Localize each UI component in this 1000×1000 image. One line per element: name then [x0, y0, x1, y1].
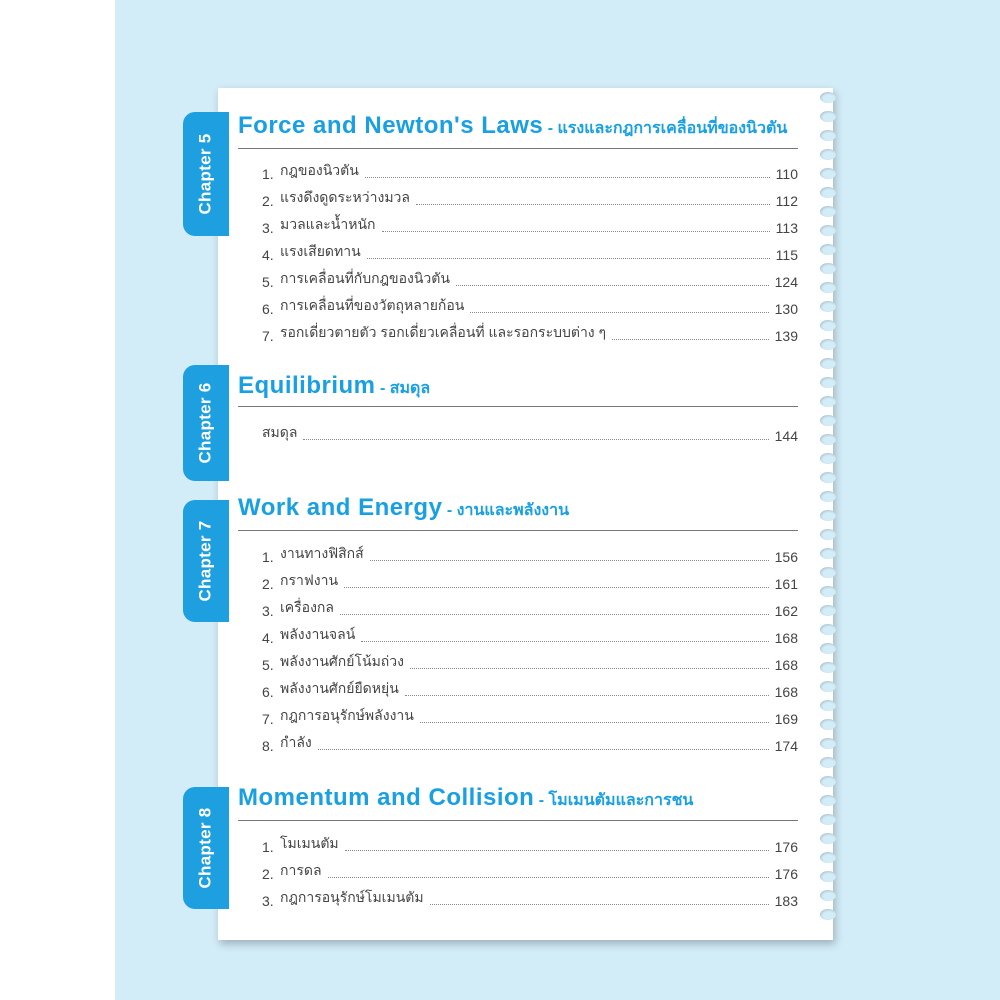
toc-entry-page: 110: [775, 166, 798, 182]
spiral-hole: [820, 187, 836, 198]
toc-entry: [262, 619, 798, 646]
spiral-hole: [820, 605, 836, 616]
toc-entry-page: 174: [774, 738, 798, 754]
toc-entry: [262, 236, 798, 263]
toc-entry-page: 139: [774, 328, 798, 344]
chapter-6-tab: [183, 365, 229, 481]
toc-entry-title: กฎการอนุรักษ์พลังงาน: [280, 707, 414, 723]
toc-entry-number: 7.: [262, 711, 274, 727]
toc-entry-page: 176: [774, 866, 798, 882]
spiral-hole: [820, 624, 836, 635]
spiral-hole: [820, 434, 836, 445]
toc-entry-page: 183: [774, 893, 798, 909]
toc-entry-number: 2.: [262, 866, 274, 882]
toc-dot-leader: [340, 614, 769, 615]
chapter-8-tab-label: Chapter 8: [196, 807, 216, 889]
toc-entry-title: กำลัง: [280, 734, 312, 750]
toc-dot-leader: [382, 231, 770, 232]
spiral-hole: [820, 396, 836, 407]
toc-entry-page: 130: [774, 301, 798, 317]
chapter-8-toc: [262, 828, 798, 909]
spiral-hole: [820, 719, 836, 730]
toc-entry-page: 124: [774, 274, 798, 290]
toc-dot-leader: [470, 312, 768, 313]
spiral-hole: [820, 358, 836, 369]
spiral-hole: [820, 586, 836, 597]
chapter-8-rule: [238, 820, 798, 821]
spiral-holes: [820, 92, 844, 942]
toc-entry-page: 113: [775, 220, 798, 236]
toc-entry: [262, 290, 798, 317]
toc-entry: [262, 317, 798, 344]
toc-entry-title: เครื่องกล: [280, 599, 334, 615]
toc-entry-number: 3.: [262, 220, 274, 236]
toc-entry-page: 115: [775, 247, 798, 263]
spiral-hole: [820, 263, 836, 274]
spiral-hole: [820, 377, 836, 388]
toc-entry-number: 3.: [262, 603, 274, 619]
toc-dot-leader: [405, 695, 769, 696]
spiral-hole: [820, 301, 836, 312]
chapter-7-title-en: Work and Energy: [238, 494, 443, 521]
toc-entry: [262, 565, 798, 592]
toc-dot-leader: [410, 668, 769, 669]
toc-entry: [262, 727, 798, 754]
toc-entry: [262, 673, 798, 700]
chapter-6-tab-label: Chapter 6: [196, 382, 216, 464]
toc-dot-leader: [456, 285, 769, 286]
chapter-6-toc: [262, 417, 798, 444]
spiral-hole: [820, 130, 836, 141]
chapter-7-title-th: - งานและพลังงาน: [446, 502, 570, 519]
spiral-hole: [820, 909, 836, 920]
chapter-7-tab-label: Chapter 7: [196, 520, 216, 602]
chapter-5-rule: [238, 148, 798, 149]
toc-entry-number: 3.: [262, 893, 274, 909]
chapter-5-title-en: Force and Newton's Laws: [238, 112, 544, 139]
spiral-hole: [820, 320, 836, 331]
toc-entry-page: 112: [775, 193, 798, 209]
toc-dot-leader: [318, 749, 769, 750]
toc-entry-title: พลังงานจลน์: [280, 626, 356, 642]
chapter-7-rule: [238, 530, 798, 531]
toc-dot-leader: [328, 877, 769, 878]
chapter-6-title-th: - สมดุล: [379, 380, 431, 397]
chapter-7-title: [238, 494, 798, 523]
spiral-hole: [820, 206, 836, 217]
toc-entry: [262, 538, 798, 565]
toc-entry: [262, 828, 798, 855]
spiral-hole: [820, 510, 836, 521]
spiral-hole: [820, 890, 836, 901]
chapter-7-tab: [183, 500, 229, 622]
spiral-hole: [820, 757, 836, 768]
chapter-6-title-en: Equilibrium: [238, 372, 376, 399]
toc-entry: [262, 855, 798, 882]
toc-dot-leader: [612, 339, 769, 340]
toc-entry-page: 162: [774, 603, 798, 619]
toc-entry-title: พลังงานศักย์โน้มถ่วง: [280, 653, 404, 669]
chapter-8-tab: [183, 787, 229, 909]
chapter-6-title: [238, 372, 798, 401]
spiral-hole: [820, 529, 836, 540]
toc-entry-page: 168: [774, 657, 798, 673]
spiral-hole: [820, 244, 836, 255]
spiral-hole: [820, 871, 836, 882]
spiral-hole: [820, 852, 836, 863]
chapter-5-toc: [262, 155, 798, 344]
toc-dot-leader: [303, 439, 768, 440]
toc-entry: [262, 646, 798, 673]
toc-entry-title: การเคลื่อนที่ของวัตถุหลายก้อน: [280, 297, 465, 313]
toc-entry-number: 1.: [262, 166, 274, 182]
toc-entry-title: กฎการอนุรักษ์โมเมนตัม: [280, 889, 424, 905]
spiral-hole: [820, 700, 836, 711]
chapter-5-title-th: - แรงและกฎการเคลื่อนที่ของนิวตัน: [547, 120, 788, 137]
toc-entry-page: 161: [774, 576, 798, 592]
toc-entry-title: แรงดึงดูดระหว่างมวล: [280, 189, 410, 205]
spiral-hole: [820, 92, 836, 103]
spiral-hole: [820, 643, 836, 654]
spiral-hole: [820, 168, 836, 179]
toc-entry-number: 2.: [262, 576, 274, 592]
toc-entry-title: มวลและน้ำหนัก: [280, 216, 376, 232]
toc-entry-title: กราฟงาน: [280, 572, 339, 588]
toc-entry: [262, 700, 798, 727]
chapter-7-toc: [262, 538, 798, 754]
toc-entry-title: กฎของนิวตัน: [280, 162, 359, 178]
toc-dot-leader: [430, 904, 769, 905]
toc-dot-leader: [370, 560, 769, 561]
spiral-hole: [820, 415, 836, 426]
spiral-hole: [820, 662, 836, 673]
spiral-hole: [820, 149, 836, 160]
spiral-hole: [820, 491, 836, 502]
toc-entry-number: 6.: [262, 684, 274, 700]
spiral-hole: [820, 681, 836, 692]
toc-entry-number: 2.: [262, 193, 274, 209]
toc-entry: [262, 417, 798, 444]
spiral-hole: [820, 453, 836, 464]
toc-entry-number: 6.: [262, 301, 274, 317]
toc-entry-number: 4.: [262, 247, 274, 263]
spiral-hole: [820, 111, 836, 122]
chapter-5-tab-label: Chapter 5: [196, 133, 216, 215]
toc-entry-title: รอกเดี่ยวตายตัว รอกเดี่ยวเคลื่อนที่ และรอกระบบต่าง ๆ: [280, 324, 607, 340]
toc-entry: [262, 182, 798, 209]
toc-dot-leader: [420, 722, 769, 723]
chapter-8-title-en: Momentum and Collision: [238, 784, 535, 811]
toc-dot-leader: [344, 587, 769, 588]
spiral-hole: [820, 472, 836, 483]
toc-entry-page: 169: [774, 711, 798, 727]
toc-entry-title: การดล: [280, 862, 322, 878]
spiral-hole: [820, 738, 836, 749]
toc-entry-number: 1.: [262, 839, 274, 855]
spiral-hole: [820, 339, 836, 350]
chapter-8-title: [238, 784, 798, 813]
toc-entry-page: 144: [774, 428, 798, 444]
spiral-hole: [820, 282, 836, 293]
spiral-hole: [820, 548, 836, 559]
toc-entry: [262, 592, 798, 619]
toc-entry-number: 8.: [262, 738, 274, 754]
spiral-hole: [820, 833, 836, 844]
toc-entry-title: การเคลื่อนที่กับกฎของนิวตัน: [280, 270, 450, 286]
toc-dot-leader: [367, 258, 770, 259]
chapter-5-title: [238, 112, 798, 141]
toc-entry-number: 5.: [262, 274, 274, 290]
toc-entry-title: สมดุล: [262, 424, 298, 440]
spiral-hole: [820, 776, 836, 787]
toc-entry-number: 1.: [262, 549, 274, 565]
spiral-hole: [820, 567, 836, 578]
spiral-hole: [820, 795, 836, 806]
toc-entry: [262, 209, 798, 236]
chapter-8-title-th: - โมเมนตัมและการชน: [538, 792, 694, 809]
toc-dot-leader: [416, 204, 770, 205]
toc-entry-page: 168: [774, 630, 798, 646]
toc-entry-number: 4.: [262, 630, 274, 646]
toc-entry-title: โมเมนตัม: [280, 835, 339, 851]
toc-dot-leader: [365, 177, 770, 178]
toc-dot-leader: [345, 850, 769, 851]
toc-entry-title: แรงเสียดทาน: [280, 243, 361, 259]
toc-entry-number: 5.: [262, 657, 274, 673]
toc-entry-page: 176: [774, 839, 798, 855]
toc-dot-leader: [361, 641, 768, 642]
chapter-5-tab: [183, 112, 229, 236]
toc-entry-title: งานทางฟิสิกส์: [280, 545, 364, 561]
toc-entry-title: พลังงานศักย์ยืดหยุ่น: [280, 680, 399, 696]
toc-entry: [262, 263, 798, 290]
toc-entry: [262, 155, 798, 182]
toc-entry: [262, 882, 798, 909]
toc-entry-page: 156: [774, 549, 798, 565]
spiral-hole: [820, 814, 836, 825]
toc-entry-page: 168: [774, 684, 798, 700]
toc-entry-number: 7.: [262, 328, 274, 344]
chapter-6-rule: [238, 406, 798, 407]
spiral-hole: [820, 225, 836, 236]
